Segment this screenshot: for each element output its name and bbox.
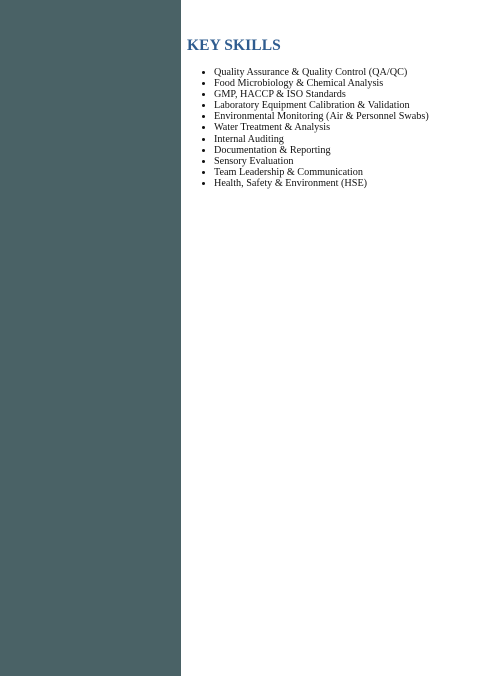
skill-item xyxy=(187,89,472,100)
bullet-icon xyxy=(202,182,205,185)
skill-item-label: Laboratory Equipment Calibration & Validation xyxy=(214,100,410,112)
skill-item xyxy=(187,167,472,178)
skill-item-label: GMP, HACCP & ISO Standards xyxy=(214,89,346,101)
bullet-icon xyxy=(202,126,205,129)
skill-item-label: Internal Auditing xyxy=(214,133,284,145)
skill-item-label: Environmental Monitoring (Air & Personnel Swabs) xyxy=(214,111,429,123)
skill-item xyxy=(187,122,472,133)
skill-item-label: Food Microbiology & Chemical Analysis xyxy=(214,78,384,90)
skill-item xyxy=(187,145,472,156)
key-skills-heading: KEY SKILLS xyxy=(187,37,281,54)
skill-item-label: Documentation & Reporting xyxy=(214,144,331,156)
bullet-icon xyxy=(202,82,205,85)
bullet-icon xyxy=(202,104,205,107)
main-content xyxy=(187,37,472,189)
key-skills-list xyxy=(187,67,472,189)
skill-item-label: Sensory Evaluation xyxy=(214,155,294,167)
skill-item-label: Team Leadership & Communication xyxy=(214,166,363,178)
skill-item xyxy=(187,134,472,145)
skill-item xyxy=(187,178,472,189)
skill-item-label: Quality Assurance & Quality Control (QA/QC) xyxy=(214,67,408,78)
skill-item xyxy=(187,67,472,78)
sidebar-panel xyxy=(0,0,181,676)
skill-item-label: Water Treatment & Analysis xyxy=(214,122,331,134)
skill-item xyxy=(187,78,472,89)
bullet-icon xyxy=(202,171,205,174)
skill-item xyxy=(187,156,472,167)
bullet-icon xyxy=(202,93,205,96)
bullet-icon xyxy=(202,71,205,74)
skill-item xyxy=(187,111,472,122)
bullet-icon xyxy=(202,149,205,152)
bullet-icon xyxy=(202,138,205,141)
bullet-icon xyxy=(202,160,205,163)
skill-item-label: Health, Safety & Environment (HSE) xyxy=(214,177,368,189)
skill-item xyxy=(187,100,472,111)
bullet-icon xyxy=(202,115,205,118)
